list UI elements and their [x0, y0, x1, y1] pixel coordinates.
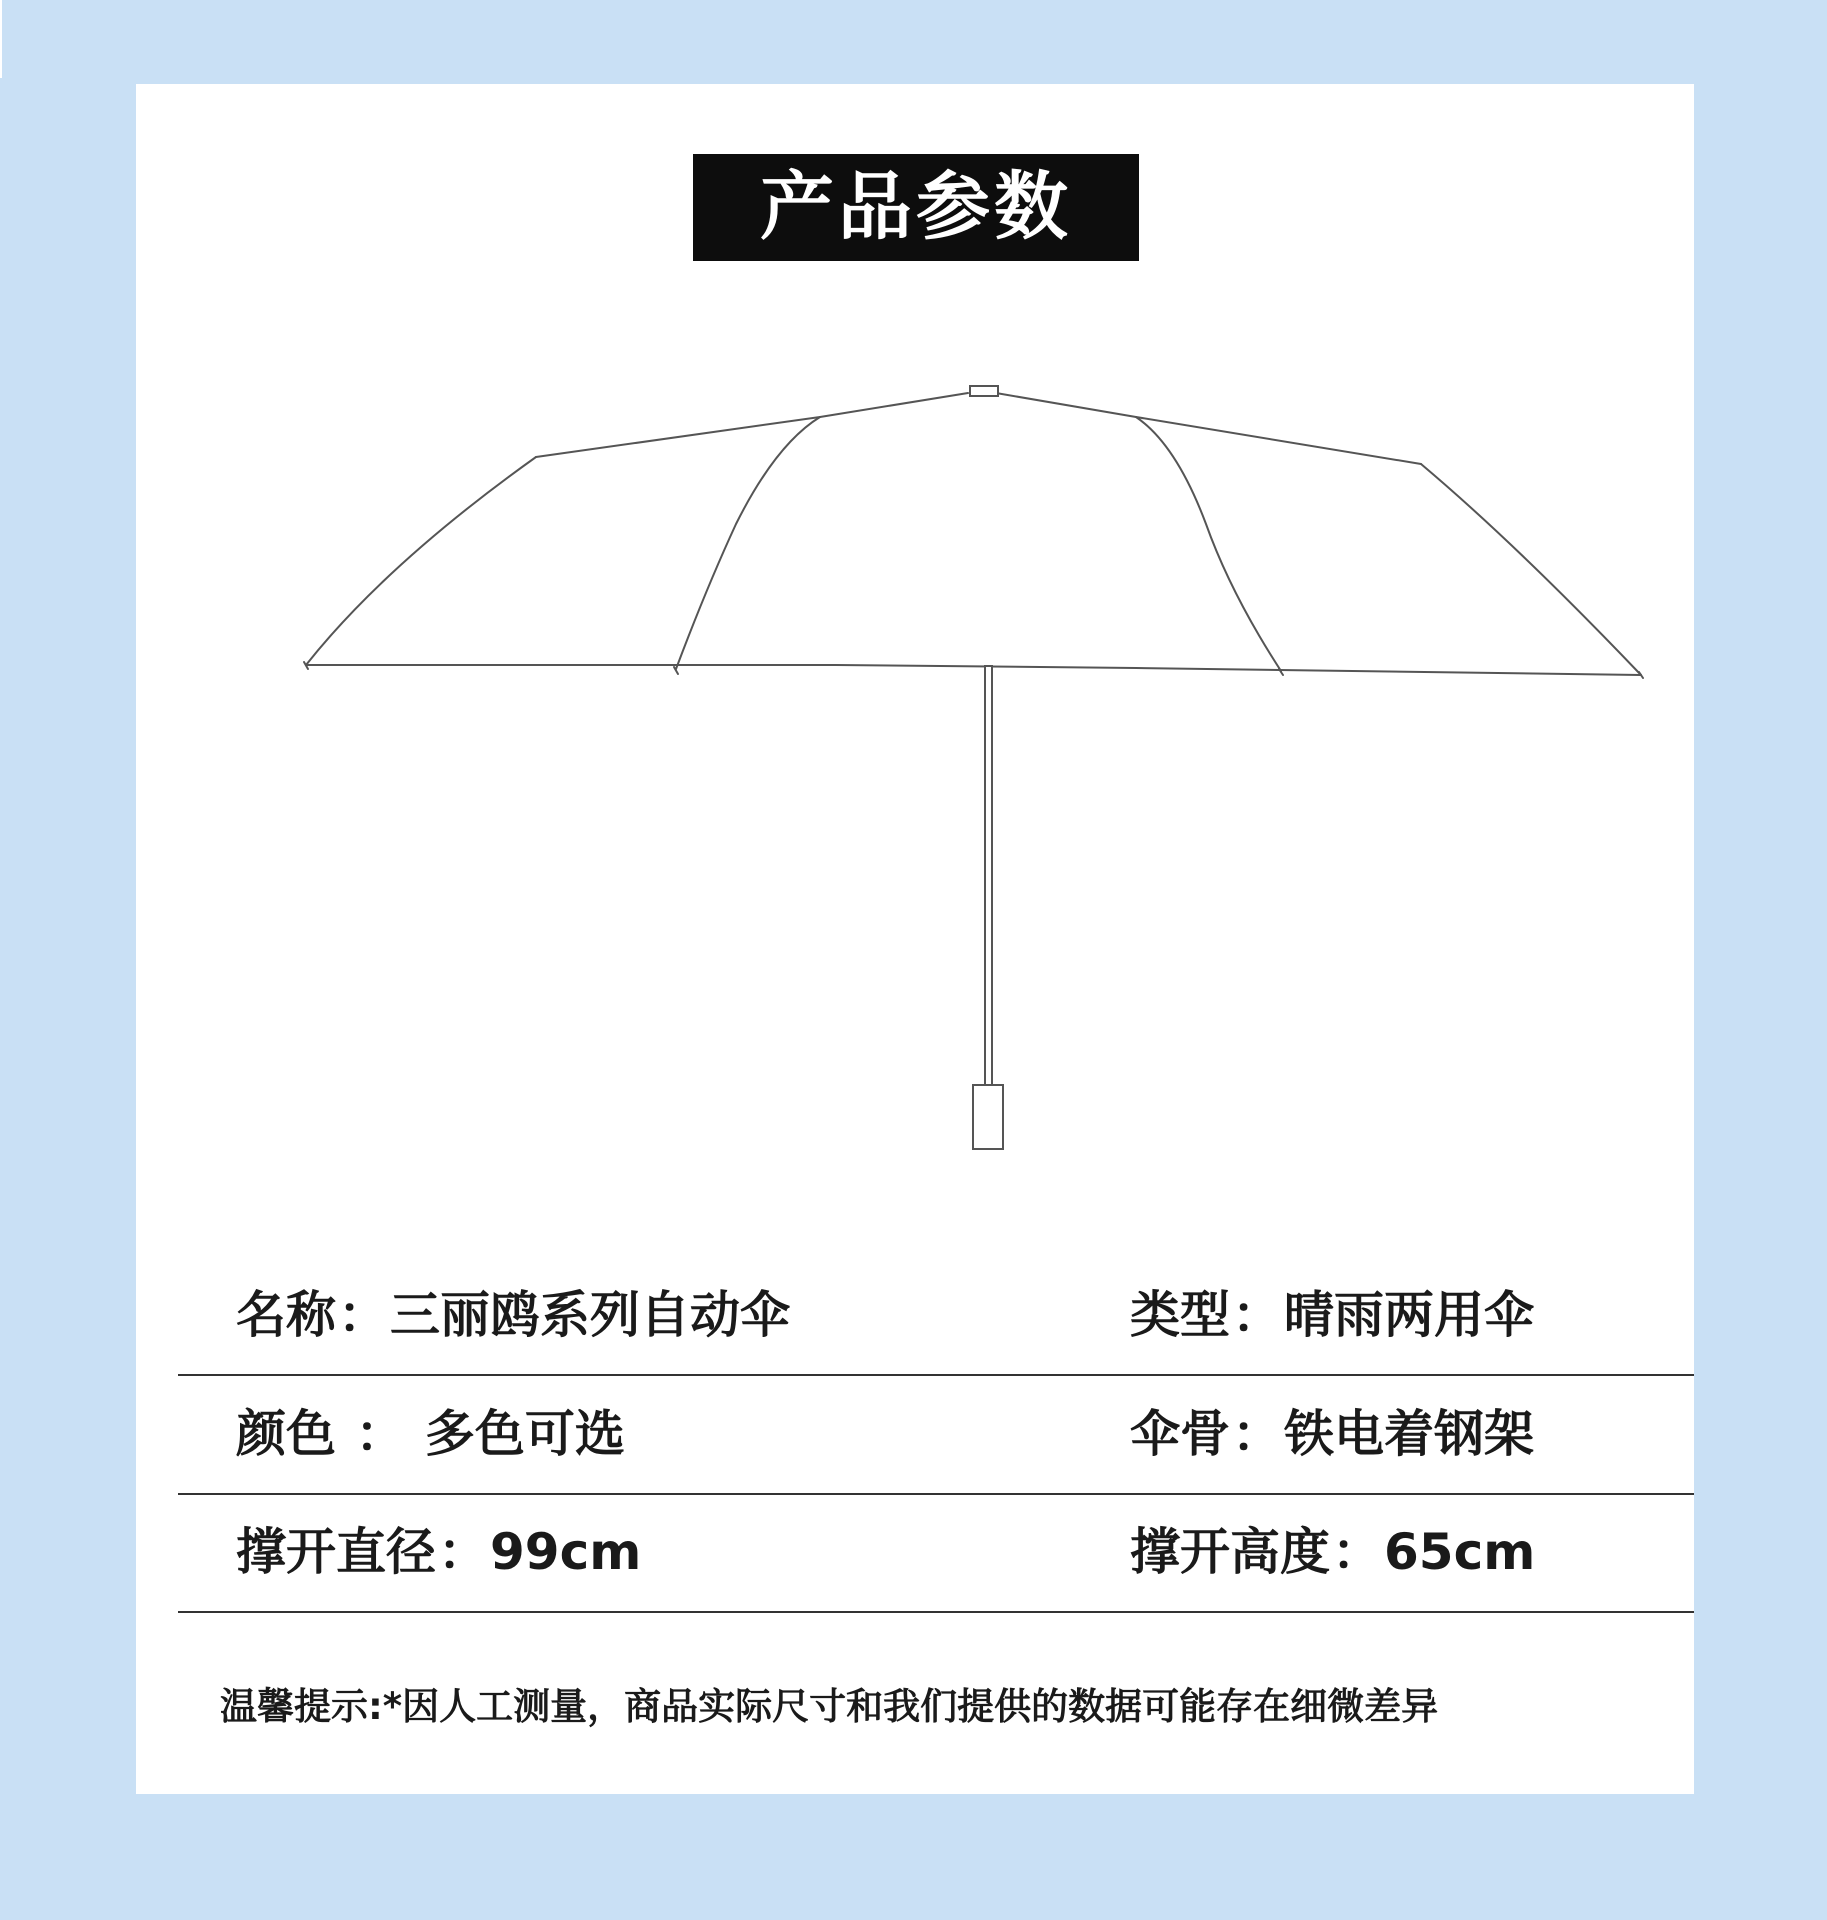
canopy-edge-top-center-right — [996, 393, 1136, 417]
spec-label: 颜色 — [236, 1405, 336, 1463]
spec-row — [178, 1375, 1694, 1495]
spec-value: 三丽鸥系列自动伞 — [390, 1286, 790, 1344]
canopy-hem — [306, 665, 1641, 675]
spec-label: 撑开直径 — [236, 1523, 436, 1581]
canopy-edge-right-outer — [1421, 464, 1641, 675]
spec-card — [136, 84, 1694, 1794]
spec-value: 99cm — [490, 1523, 642, 1581]
umbrella-finial — [970, 386, 998, 396]
umbrella-shaft — [985, 666, 992, 1086]
spec-separator: ： — [338, 1405, 423, 1463]
umbrella-handle — [973, 1085, 1003, 1149]
spec-separator: ： — [338, 1286, 388, 1344]
spec-color — [236, 1375, 625, 1493]
spec-open-diameter — [236, 1493, 641, 1611]
spec-row — [178, 1256, 1694, 1376]
rib-left — [676, 417, 820, 669]
spec-value: 65cm — [1384, 1523, 1536, 1581]
spec-value: 铁电着钢架 — [1284, 1405, 1534, 1463]
spec-label: 伞骨 — [1130, 1405, 1230, 1463]
umbrella-icon — [136, 84, 1694, 1184]
canopy-edge-top-right — [1136, 417, 1421, 464]
page-title: 产品参数 — [693, 154, 1139, 261]
spec-row — [178, 1493, 1694, 1613]
canopy-edge-left-outer — [306, 457, 536, 665]
spec-label: 类型 — [1130, 1286, 1230, 1344]
spec-type — [1130, 1256, 1534, 1374]
spec-separator: ： — [1232, 1405, 1282, 1463]
corner-mark — [0, 0, 2, 78]
spec-name — [236, 1256, 790, 1374]
canopy-edge-top-center-left — [820, 393, 968, 417]
spec-separator: ： — [1232, 1286, 1282, 1344]
spec-separator: ： — [1332, 1523, 1382, 1581]
spec-separator: ： — [438, 1523, 488, 1581]
spec-value: 晴雨两用伞 — [1284, 1286, 1534, 1344]
measurement-note: 温馨提示:*因人工测量，商品实际尺寸和我们提供的数据可能存在细微差异 — [220, 1685, 1439, 1728]
spec-frame — [1130, 1375, 1534, 1493]
spec-open-height — [1130, 1493, 1535, 1611]
rib-right — [1136, 417, 1281, 671]
spec-label: 名称 — [236, 1286, 336, 1344]
spec-value: 多色可选 — [424, 1405, 625, 1463]
canopy-edge-top-left — [536, 417, 820, 457]
spec-label: 撑开高度 — [1130, 1523, 1330, 1581]
